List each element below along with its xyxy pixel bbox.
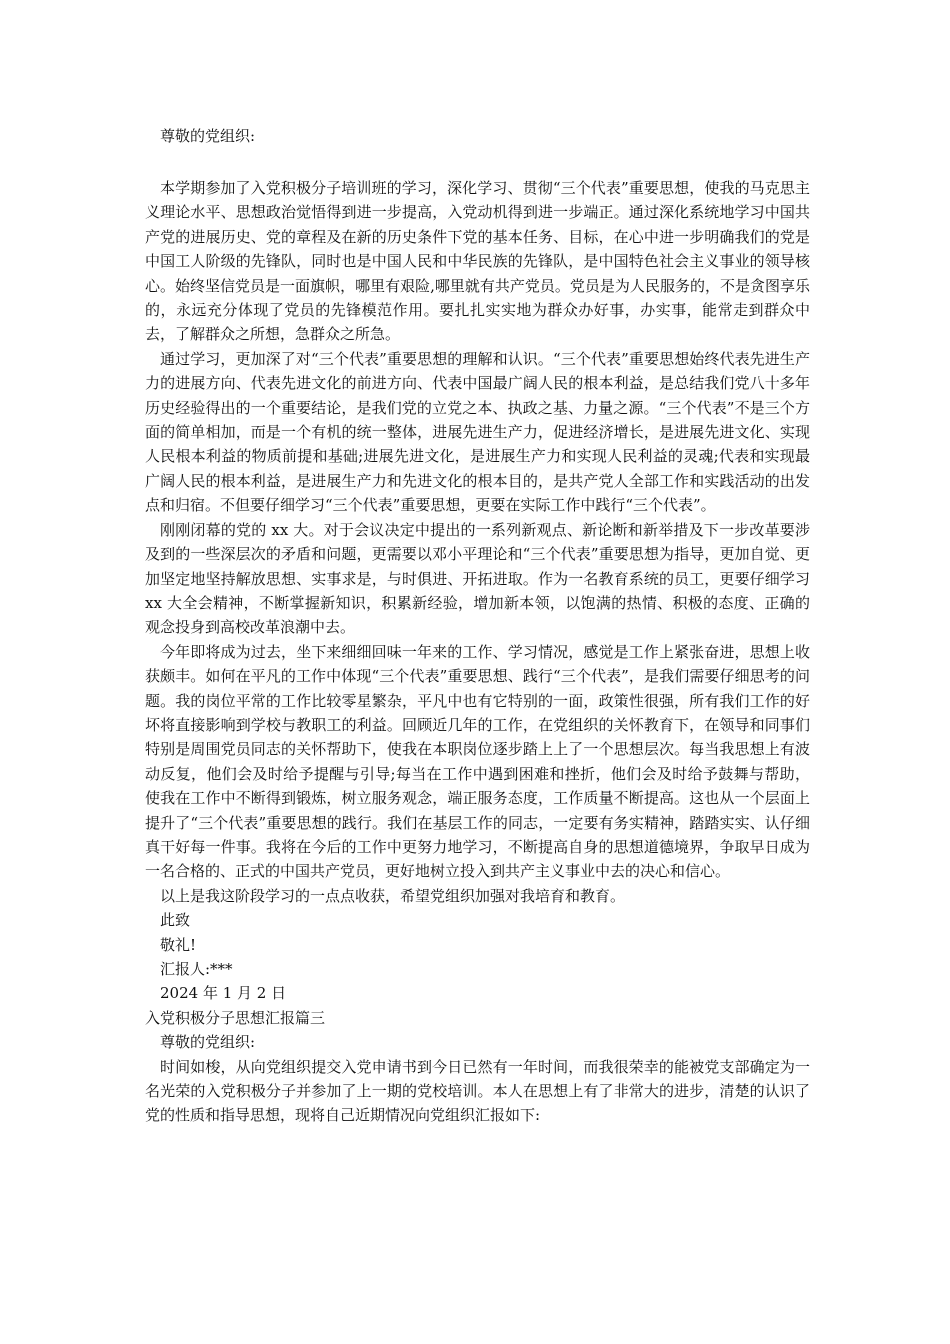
- salutation-block: [145, 124, 810, 148]
- letter-body: [145, 176, 810, 1128]
- paragraph-5: 以上是我这阶段学习的一点点收获，希望党组织加强对我培育和教育。: [160, 886, 626, 905]
- closing: 此致: [160, 911, 191, 930]
- paragraph-4: 今年即将成为过去，坐下来细细回味一年来的工作、学习情况，感觉是工作上紧张奋进，思想上收获颇丰。如何在平凡的工作中体现“三个代表”重要思想、践行“三个代表”，是我们需要仔细思考的问题。我的岗位平常的工作比较零星繁杂，平凡中也有它特别的一面，政策性很强，所有我们工作的好坏将直接影响到学校与教职工的利益。回顾近几年的工作，在党组织的关怀教育下，在领导和同事们特别是周围党员同志的关怀帮助下，使我在本职岗位逐步踏上上了一个思想层次。每当我思想上有波动反复，他们会及时给予提醒与引导;每当在工作中遇到困难和挫折，他们会及时给予鼓舞与帮助，使我在工作中不断得到锻炼，树立服务观念，端正服务态度，工作质量不断提高。这也从一个层面上提升了“三个代表”重要思想的践行。我们在基层工作的同志，一定要有务实精神，踏踏实实、认仔细真干好每一件事。我将在今后的工作中更努力地学习，不断提高自身的思想道德境界，争取早日成为一名合格的、正式的中国共产党员，更好地树立投入到共产主义事业中去的决心和信心。: [145, 642, 810, 881]
- regards: 敬礼!: [160, 935, 197, 954]
- paragraph-2: 通过学习，更加深了对“三个代表”重要思想的理解和认识。“三个代表”重要思想始终代表先进生产力的进展方向、代表先进文化的前进方向、代表中国最广阔人民的根本利益，是总结我们党八十多年历史经验得出的一个重要结论，是我们党的立党之本、执政之基、力量之源。“三个代表”不是三个方面的简单相加，而是一个有机的统一整体，进展先进生产力，促进经济增长，是进展先进文化、实现人民根本利益的物质前提和基础;进展先进文化，是进展生产力和实现人民利益的灵魂;代表和实现最广阔人民的根本利益，是进展生产力和先进文化的根本目的，是共产党人全部工作和实践活动的出发点和归宿。不但要仔细学习“三个代表”重要思想，更要在实际工作中践行“三个代表”。: [145, 349, 810, 515]
- paragraph-1: 本学期参加了入党积极分子培训班的学习，深化学习、贯彻“三个代表”重要思想，使我的马克思主义理论水平、思想政治觉悟得到进一步提高，入党动机得到进一步端正。通过深化系统地学习中国共产党的进展历史、党的章程及在新的历史条件下党的基本任务、目标，在心中进一步明确我们的党是中国工人阶级的先锋队，同时也是中国人民和中华民族的先锋队，是中国特色社会主义事业的领导核心。始终坚信党员是一面旗帜，哪里有艰险,哪里就有共产党员。党员是为人民服务的，不是贪图享乐的，永远充分体现了党员的先锋模范作用。要扎扎实实地为群众办好事，办实事，能常走到群众中去，了解群众之所想，急群众之所急。: [145, 179, 810, 344]
- report-date: 2024 年 1 月 2 日: [160, 984, 287, 1003]
- paragraph-final: 时间如梭，从向党组织提交入党申请书到今日已然有一年时间，而我很荣幸的能被党支部确定为一名光荣的入党积极分子并参加了上一期的党校培训。本人在思想上有了非常大的进步，清楚的认识了党的性质和指导思想，现将自己近期情况向党组织汇报如下:: [145, 1057, 810, 1125]
- paragraph-3: 刚刚闭幕的党的 xx 大。对于会议决定中提出的一系列新观点、新论断和新举措及下一步改革要涉及到的一些深层次的矛盾和问题，更需要以邓小平理论和“三个代表”重要思想为指导，更加自觉、更加坚定地坚持解放思想、实事求是，与时俱进、开拓进取。作为一名教育系统的员工，更要仔细学习 xx 大全会精神，不断掌握新知识，积累新经验，增加新本领，以饱满的热情、积极的态度、正确的观念投身到高校改革浪潮中去。: [145, 520, 810, 637]
- salutation-2: 尊敬的党组织:: [160, 1033, 256, 1052]
- section-title: 入党积极分子思想汇报篇三: [145, 1008, 326, 1027]
- reporter: 汇报人:***: [160, 960, 233, 978]
- salutation: 尊敬的党组织:: [160, 127, 256, 145]
